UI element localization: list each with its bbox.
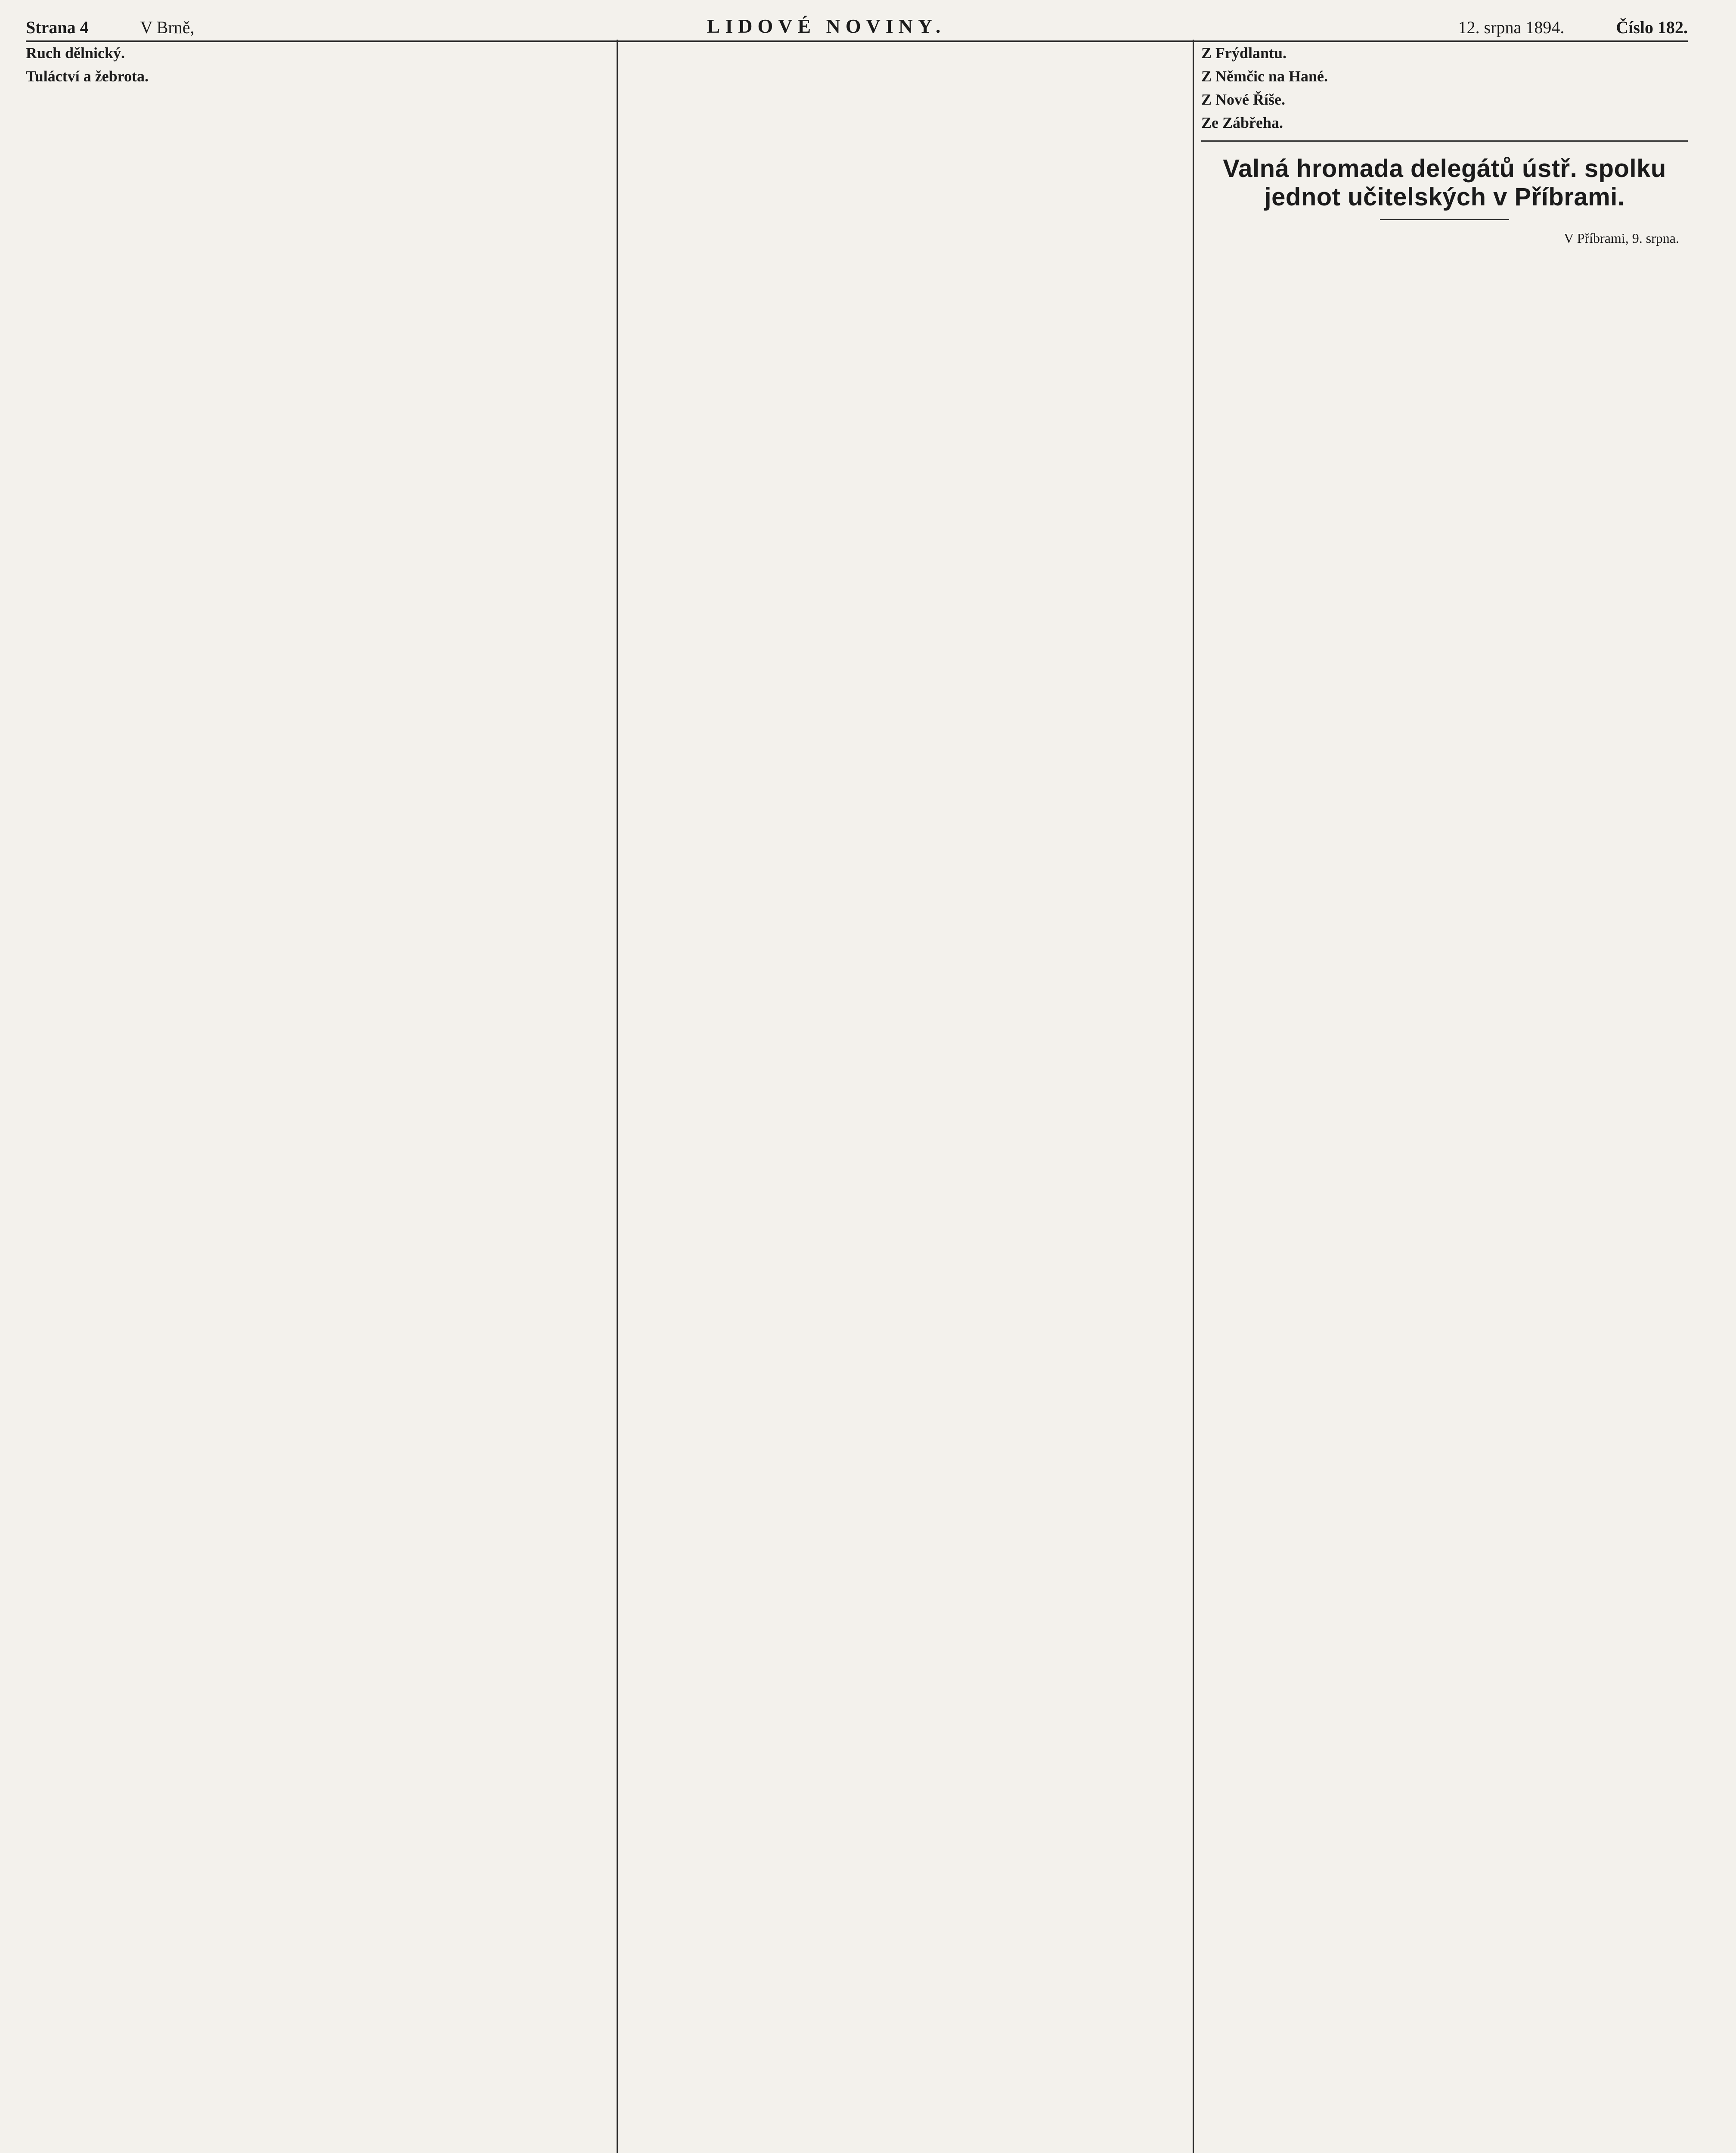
issue-number: Číslo 182. — [1616, 18, 1688, 37]
city-label: V Brně, — [140, 18, 195, 37]
column-rule-2 — [1193, 40, 1194, 2153]
section-heading: Z Frýdlantu. — [1201, 44, 1287, 62]
running-head — [26, 9, 1688, 42]
page-number: Strana 4 — [26, 18, 89, 37]
issue-date: 12. srpna 1894. — [1458, 18, 1565, 37]
col3-body — [1201, 43, 1688, 133]
runhead-right — [1458, 19, 1688, 36]
column-3 — [1201, 43, 1688, 2153]
runhead-left — [26, 19, 195, 36]
col1-body — [26, 43, 609, 86]
feature-rule-mid — [1380, 219, 1509, 220]
column-2 — [624, 43, 1186, 2153]
section-heading: Z Němčic na Hané. — [1201, 68, 1328, 85]
section-heading: Ze Zábřeha. — [1201, 114, 1283, 131]
masthead: LIDOVÉ NOVINY. — [707, 15, 946, 37]
section-heading: Ruch dělnický. — [26, 44, 125, 62]
section-heading: Z Nové Říše. — [1201, 91, 1285, 108]
feature-headline: Valná hromada delegátů ústř. spolku jednot učitelských v Příbrami. — [1223, 155, 1666, 211]
section-heading: Tuláctví a žebrota. — [26, 68, 149, 85]
column-rule-1 — [617, 40, 618, 2153]
feature-rule-top — [1201, 140, 1688, 142]
column-1 — [26, 43, 609, 2153]
feature-dateline: V Příbrami, 9. srpna. — [1564, 230, 1679, 246]
